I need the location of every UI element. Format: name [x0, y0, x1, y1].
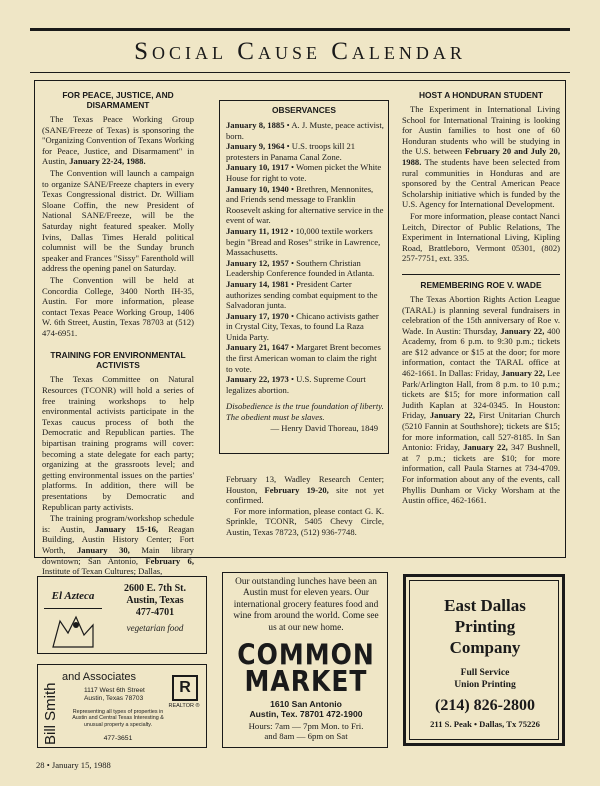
- peace-para-3: The Convention will be held at Concordia College, 3400 North IH-35, Austin. For more information, please contact Texas Peace Working Group, 1406 W. 6th Street, Austin, Texas 78703 at (512) 474-6951.: [42, 274, 194, 338]
- training-para-1: The Texas Committee on Natural Resources (TCONR) will hold a series of free training workshops to help environmental activists participate in the Texas caucus process of both the Democratic and Republican parties. The bipartisan training programs will cover: becoming a state delegate for each party; organizing at the grassroots level; and getting environmental issues on the parties' platforms. In addition, there will be presentations by Democratic and Republican party activists.: [42, 374, 194, 512]
- print-ad-address: 211 S. Peak • Dallas, Tx 75226: [430, 719, 540, 729]
- observance-date: January 17, 1970: [226, 310, 289, 321]
- honduran-text: The Experiment in International Living School for International Training is looking for Austin families to host one of 60 Honduran students who will be studying in the U.S. between: [402, 104, 560, 157]
- bill-smith-phone: 477-3651: [103, 735, 133, 742]
- print-ad-service-1: Full Service: [460, 667, 510, 678]
- common-market-logo-line1: COMMON: [237, 638, 375, 672]
- thoreau-quote: Disobedience is the true foundation of liberty. The obedient must be slaves.: [226, 401, 384, 423]
- observance-date: January 10, 1940: [226, 183, 289, 194]
- honduran-para-1: [402, 104, 560, 210]
- bill-smith-street: 1117 West 6th Street: [84, 687, 145, 694]
- training-heading: TRAINING FOR ENVIRONMENTAL ACTIVISTS: [50, 350, 186, 371]
- observance-date: January 21, 1647: [226, 342, 289, 353]
- observance-text: • A. J. Muste, peace activist, born.: [226, 120, 384, 141]
- roe-date: January 22,: [463, 442, 508, 453]
- training-continued-para-2: For more information, please contact G. K. Sprinkle, TCONR, 5405 Chevy Circle, Austin, Texas 78723, (512) 936-7748.: [226, 505, 384, 537]
- bill-smith-address: [84, 687, 145, 703]
- observances-heading: OBSERVANCES: [272, 105, 336, 115]
- column-right: [402, 88, 560, 507]
- common-market-street: 1610 San Antonio: [270, 699, 342, 709]
- training-continued-para-1: [226, 474, 384, 506]
- observance-item: [226, 141, 384, 162]
- page-title: Social Cause Calendar: [134, 38, 466, 65]
- roe-heading: REMEMBERING ROE V. WADE: [402, 274, 560, 290]
- observance-item: [226, 374, 384, 395]
- training-para-2: [42, 513, 194, 577]
- observance-date: January 12, 1957: [226, 257, 289, 268]
- training-text: February 13, Wadley Research Center; Houston,: [226, 474, 384, 495]
- observance-text: • U.S. Supreme Court legalizes abortion.: [226, 374, 366, 395]
- training-text: Reagan Building, Austin History Center; Fort Worth,: [42, 523, 194, 555]
- training-date: January 15-16,: [95, 523, 159, 534]
- print-ad-services: [410, 667, 560, 691]
- bill-smith-ad: [37, 664, 207, 748]
- observance-date: January 14, 1981: [226, 278, 289, 289]
- realtor-logo-icon: R: [172, 675, 198, 701]
- observance-item: [226, 279, 384, 311]
- print-ad-title-line2: Printing: [454, 617, 516, 636]
- peace-para-2: The Convention will launch a campaign to organize SANE/Freeze chapters in every Texas Congressional district. Dr. William Sloane Coffin, the new President of National SANE/Freeze, will be the Saturday night featured speaker. Molly Ivins, Dallas Times Herald political columnist will be the Sunday brunch speaker and Frances "Sissy" Farenthold will address the opening panel on Saturday.: [42, 167, 194, 274]
- observance-text: • U.S. troops kill 21 protesters in Panama Canal Zone.: [226, 141, 356, 162]
- observance-text: • Brethren, Mennonites, and Friends send message to Franklin Roosevelt asking for alternative service in the event of war.: [226, 183, 384, 226]
- roe-para: [402, 294, 560, 506]
- common-market-hours: [229, 721, 383, 742]
- common-market-logo-line2: MARKET: [244, 664, 368, 698]
- observance-item: [226, 226, 384, 258]
- observance-text: • President Carter authorizes sending combat equipment to the Salvadoran junta.: [226, 278, 378, 311]
- column-left: [42, 88, 194, 578]
- print-ad-title: [410, 595, 560, 658]
- peace-text: The Texas Peace Working Group (SANE/Freeze of Texas) is sponsoring the "Organizing Convention of Texans Working for Peace, Justice, and Disarmament" in Austin,: [42, 114, 194, 167]
- el-azteca-street: 2600 E. 7th St.: [124, 583, 186, 594]
- el-azteca-phone: 477-4701: [135, 607, 175, 618]
- honduran-dates: February 20 and July 20, 1988.: [402, 146, 560, 167]
- peace-dates: January 22-24, 1988.: [69, 156, 146, 167]
- common-market-address: [229, 699, 383, 720]
- realtor-label: REALTOR ®: [168, 703, 200, 709]
- print-ad-phone: (214) 826-2800: [435, 697, 535, 714]
- training-text: site not yet confirmed.: [226, 484, 384, 506]
- el-azteca-address: [106, 583, 204, 619]
- roe-text: 347 Bushnell, at 7 p.m.; tickets are $10; for more information, call Paula Starnes at 734-4709. For information about any of the events, call Phyllis Dunham or Vicky Worsham at the Austin office, 462-1661.: [402, 442, 560, 506]
- training-text: The training program/workshop schedule is: Austin,: [42, 513, 194, 534]
- aztec-figure-icon: [48, 613, 98, 649]
- el-azteca-ad: [37, 576, 207, 654]
- training-date: February 6,: [145, 555, 194, 566]
- print-ad-service-2: Union Printing: [454, 679, 516, 690]
- training-date: January 30,: [76, 544, 130, 555]
- el-azteca-tagline: vegetarian food: [126, 623, 184, 633]
- observance-text: • Margaret Brent becomes the first American woman to claim the right to vote.: [226, 342, 381, 374]
- observance-date: January 22, 1973: [226, 374, 289, 385]
- training-date: February 19-20,: [264, 484, 329, 495]
- observance-date: January 11, 1912: [226, 225, 289, 236]
- common-market-logo: [229, 638, 383, 698]
- roe-date: January 22,: [500, 325, 545, 336]
- roe-date: January 22,: [501, 368, 545, 379]
- honduran-para-2: For more information, please contact Nanci Leitch, Director of Public Relations, The Experiment in International Living, Kipling Road, Brattleboro, Vermont 05301, (802) 257-7751, ext. 335.: [402, 210, 560, 264]
- common-market-hours-weekday: Hours: 7am — 7pm Mon. to Fri.: [248, 721, 364, 731]
- observance-item: [226, 120, 384, 141]
- page-footer: 28 • January 15, 1988: [36, 760, 111, 770]
- el-azteca-city: Austin, Texas: [126, 595, 184, 606]
- observance-item: [226, 162, 384, 183]
- observance-item: [226, 342, 384, 374]
- peace-heading: FOR PEACE, JUSTICE, AND DISARMAMENT: [62, 90, 174, 110]
- roe-text: Lee Park/Arlington Hall, from 8 p.m. to 10 p.m.; tickets are $15; for more information call Judith Kaplan at 324-0345. In Houston: Friday,: [402, 368, 561, 421]
- observance-item: [226, 311, 384, 343]
- observance-item: [226, 258, 384, 279]
- print-ad-title-line3: Company: [449, 638, 521, 657]
- title-rule-bottom: [30, 72, 570, 73]
- honduran-text: The students have been selected from rural communities in Honduras and are sponsored by the Central American Peace Scholarship initiative which is funded by the U.S. Agency for International Development.: [402, 156, 560, 210]
- observance-text: • Chicano activists gather in Crystal City, Texas, to found La Raza Unida Party.: [226, 310, 379, 342]
- bill-smith-vertical-name: Bill Smith: [42, 682, 59, 745]
- training-continued: [226, 474, 384, 538]
- roe-text: The Texas Abortion Rights Action League (TARAL) is planning several fundraisers in celebration of the 15th anniversary of Roe v. Wade. In Austin: Thursday,: [402, 293, 560, 336]
- observance-date: January 9, 1964: [226, 141, 285, 152]
- bill-smith-city: Austin, Texas 78703: [84, 695, 144, 702]
- honduran-heading: HOST A HONDURAN STUDENT: [418, 90, 544, 100]
- common-market-intro: Our outstanding lunches have been an Austin must for eleven years. Our international grocery features food and wine from around the world. Come see us at our new home.: [233, 577, 379, 633]
- observance-item: [226, 184, 384, 226]
- title-rule-top: [30, 28, 570, 31]
- observance-date: January 8, 1885: [226, 120, 285, 130]
- observances-list: [226, 120, 384, 433]
- bill-smith-description: Representing all types of properties in Austin and Central Texas Interesting & unusual property a specialty.: [72, 709, 164, 728]
- roe-text: First Unitarian Church (5210 Fannin at Southshore); tickets are $15; for more information, call 527-8185. In San Antonio: Friday,: [402, 410, 560, 453]
- observance-date: January 10, 1917: [226, 162, 289, 173]
- roe-date: January 22,: [429, 410, 475, 421]
- common-market-ad: [222, 572, 388, 748]
- east-dallas-printing-ad: [403, 574, 565, 746]
- peace-para-1: [42, 114, 194, 167]
- print-ad-title-line1: East Dallas: [444, 596, 526, 615]
- common-market-hours-sat: and 8am — 6pm on Sat: [264, 731, 348, 742]
- roe-text: 400 Academy, from 6 p.m. to 9:30 p.m.; tickets are $12 advance or $15 at the door; for more information, contact the TARAL office at 462-1661. In Dallas: Friday,: [402, 325, 560, 379]
- bill-smith-name: and Associates: [62, 671, 136, 683]
- observance-text: • 10,000 textile workers begin "Bread and Roses" strike in Lawrence, Massachusetts.: [226, 225, 381, 258]
- quote-attribution: — Henry David Thoreau, 1849: [270, 422, 378, 433]
- common-market-city-phone: Austin, Tex. 78701 472-1900: [249, 709, 363, 720]
- training-text: Institute of Texan Cultures; Dallas,: [42, 566, 163, 577]
- observance-text: • Southern Christian Leadership Conference founded in Atlanta.: [226, 257, 375, 279]
- observance-text: • Women picket the White House for right to vote.: [226, 162, 382, 183]
- el-azteca-logo: El Azteca: [44, 583, 102, 609]
- training-text: Main library downtown; San Antonio,: [42, 544, 194, 566]
